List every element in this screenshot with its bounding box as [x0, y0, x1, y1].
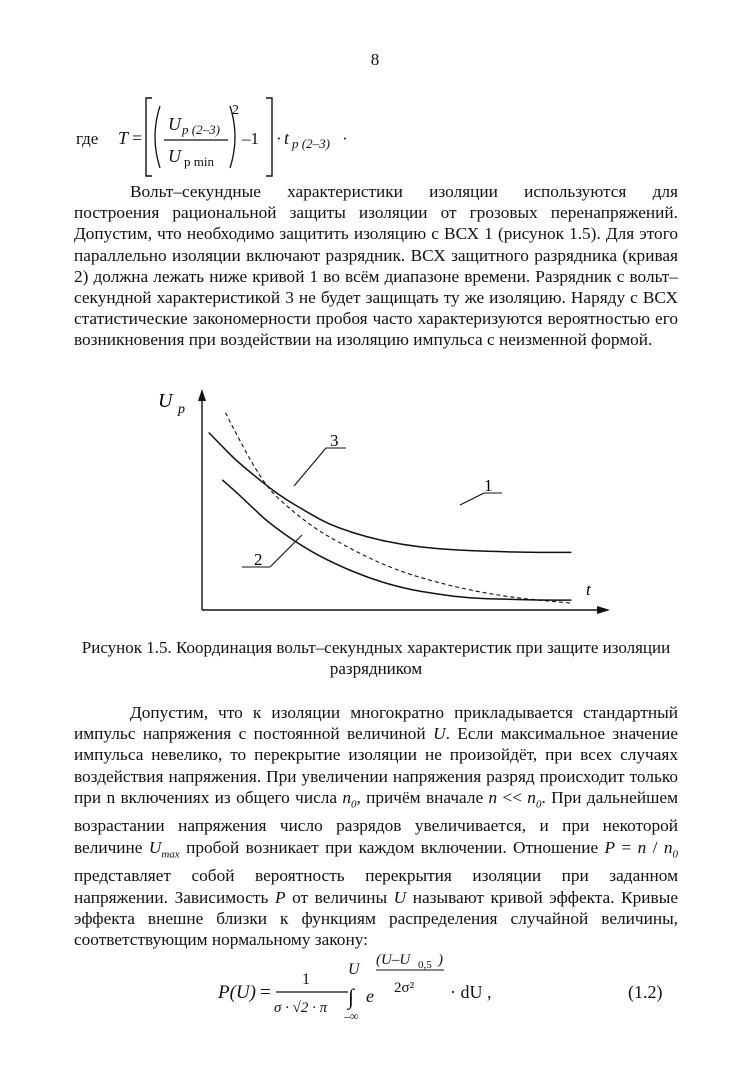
formula2-number: (1.2)	[628, 982, 663, 1002]
formula1-den: U	[168, 146, 181, 166]
formula2-exp-num-end: )	[438, 952, 443, 968]
formula2-frac-den: σ · √2 · π	[274, 1000, 328, 1016]
label-1-leader	[460, 493, 484, 505]
formula1-eq: =	[132, 128, 143, 148]
chart-series	[209, 413, 572, 603]
curve-label-2: 2	[254, 550, 263, 569]
series-line-2	[222, 480, 571, 600]
label-2-leader	[270, 535, 302, 567]
figure-caption: Рисунок 1.5. Координация вольт–секундных характеристик при защите изоляции разрядником	[81, 638, 671, 678]
x-axis-arrow	[597, 606, 610, 614]
formula2-e: e	[366, 986, 374, 1006]
y-axis-label: U	[158, 390, 173, 412]
curve-labels	[242, 431, 502, 569]
series-line-1	[209, 433, 572, 553]
formula2-exp-num-sub: 0,5	[418, 959, 432, 971]
x-axis-label: t	[586, 580, 591, 599]
formula1-t: t	[284, 128, 290, 148]
y-axis-label-sub: p	[178, 402, 185, 417]
figure-1-5-chart	[150, 385, 620, 625]
formula1-end: ·	[342, 129, 348, 148]
formula1-lhs: T	[118, 128, 129, 148]
formula2-du: · dU ,	[450, 982, 492, 1002]
series-line-3	[226, 413, 572, 603]
formula-1-2	[72, 948, 682, 1028]
formula1-den-sub: p min	[184, 154, 214, 169]
formula2-exp-num: (U–U	[376, 952, 411, 968]
formula1-minus-one: –1	[242, 129, 259, 148]
paragraph-2: Допустим, что к изоляции многократно прикладывается стандартный импульс напряжения с постоянной величиной U. Если максимальное значение импульса невелико, то перекрытие изоляции не произойдёт, при всех случаях воздействия напряжения. При увеличении напряжения разряд происходит только при n включениях из общего числа $n_0$, причём вначале $n << n_0$. При дальнейшем возрастании напряжения число разрядов увеличивается, и при некоторой величине $U_{max}$ пробой возникает при каждом включении. Отношение $P = n / n_0$ представляет собой вероятность перекрытия изоляции при заданном напряжении. Зависимость P от величины U называют кривой эффекта. Кривые эффекта внешне близки к функциям распределения случайной величины, соответствующим нормальному закону:	[74, 703, 679, 949]
formula1-num-sub: p (2–3)	[182, 122, 220, 137]
formula2-lower: –∞	[344, 1009, 359, 1023]
formula1-dot: ·	[276, 129, 282, 148]
formula1-prefix: где	[76, 129, 99, 148]
formula2-integral: ∫	[348, 984, 355, 1009]
formula1-num: U	[168, 114, 181, 134]
page-number: 8	[370, 50, 380, 69]
y-axis-arrow	[198, 389, 206, 401]
formula2-eq: =	[260, 982, 271, 1003]
chart-axes	[198, 389, 610, 614]
formula-t-definition	[72, 92, 672, 182]
curve-label-3: 3	[330, 431, 339, 450]
formula2-lhs: P(U)	[218, 982, 256, 1003]
curve-label-1: 1	[484, 476, 493, 495]
formula1-power: 2	[232, 103, 239, 118]
formula2-exp-den: 2σ²	[394, 980, 415, 996]
formula2-upper: U	[348, 961, 360, 978]
formula1-t-sub: p (2–3)	[292, 136, 330, 151]
paragraph-1: Вольт–секундные характеристики изоляции используются для построения рациональной защиты изоляции от грозовых перенапряжений. Допустим, что необходимо защитить изоляцию с ВСХ 1 (рисунок 1.5). Для этого параллельно изоляции включают разрядник. ВСХ защитного разрядника (кривая 2) должна лежать ниже кривой 1 во всём диапазоне времени. Разрядник с вольт–секундной характеристикой 3 не будет защищать ту же изоляцию. Наряду с ВСХ статистические закономерности пробоя часто характеризуются вероятностью его возникновения при воздействии на изоляцию импульса с неизменной формой.	[74, 182, 678, 350]
label-3-leader	[294, 448, 326, 486]
formula2-frac-num: 1	[302, 971, 310, 988]
